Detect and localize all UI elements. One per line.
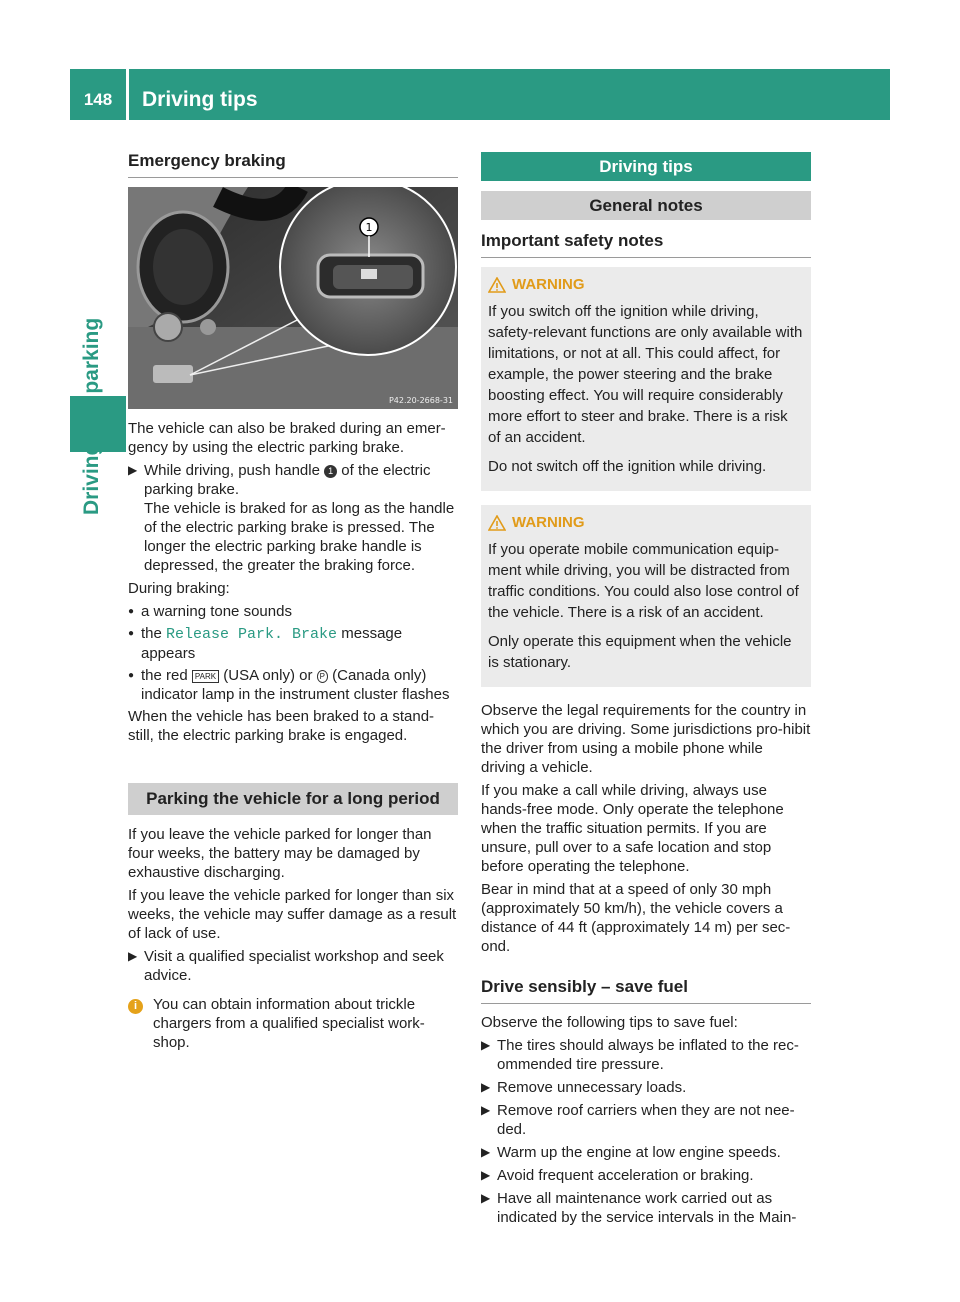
list-item	[128, 666, 458, 704]
step-result: The vehicle is braked for as long as the handle of the electric parking brake is pressed. The longer the electric parking brake handle is depressed, the greater the braking force.	[144, 500, 455, 574]
tip-text: Remove roof carriers when they are not nee-ded.	[497, 1102, 795, 1138]
warning-text: If you operate mobile communication equip-ment while driving, you will be distracted from traffic conditions. You could also lose control of the vehicle. There is a risk of an accident.	[488, 541, 799, 621]
list-item	[481, 1036, 811, 1074]
bullet-text	[141, 666, 458, 704]
bullet-text-a: the	[141, 625, 162, 642]
step-content	[144, 461, 458, 575]
bullet-text-c: (Canada only) indicator lamp in the instrument cluster flashes	[141, 667, 450, 703]
step-arrow-icon: ▶	[128, 463, 138, 477]
step-arrow-icon: ▶	[481, 1038, 491, 1052]
title-rule	[481, 1003, 811, 1004]
parking-brake-illustration	[128, 187, 458, 409]
body-paragraph: Observe the legal requirements for the country in which you are driving. Some jurisdictions pro-hibit the driver from using a mobile phone while driving a vehicle.	[481, 702, 811, 776]
chapter-sidebar	[70, 120, 126, 1302]
fuel-intro: Observe the following tips to save fuel:	[481, 1014, 738, 1031]
body-paragraph: If you make a call while driving, always use hands-free mode. Only operate the telephone when the traffic situation permits. If you are unsure, pull over to a safe location and stop before operating the telephone.	[481, 782, 784, 875]
warning-label: WARNING	[512, 276, 585, 293]
warning-box-mobile	[481, 505, 811, 687]
list-item	[481, 1166, 811, 1185]
info-icon-wrap	[128, 995, 153, 1052]
left-column	[128, 150, 458, 1062]
page-header	[70, 69, 890, 120]
bullet-text: a warning tone sounds	[141, 603, 292, 620]
bullet-icon: ●	[128, 670, 135, 681]
warning-box-ignition	[481, 267, 811, 491]
info-icon: i	[128, 999, 143, 1014]
figure-callout: 1	[365, 221, 373, 234]
bullet-icon: ●	[128, 606, 135, 617]
step-text-cont: of the electric parking brake.	[144, 462, 431, 498]
right-column	[481, 152, 811, 1231]
parking-p1: If you leave the vehicle parked for longer than four weeks, the battery may be damaged by exhaustive discharging.	[128, 826, 432, 881]
safety-notes-title: Important safety notes	[481, 231, 664, 250]
fuel-title: Drive sensibly – save fuel	[481, 977, 688, 996]
parking-p2: If you leave the vehicle parked for longer than six weeks, the vehicle may suffer damage as a result of lack of use.	[128, 887, 457, 942]
tip-text: Have all maintenance work carried out as indicated by the service intervals in the Main-	[497, 1190, 797, 1226]
parking-section-bar: Parking the vehicle for a long period	[128, 783, 458, 815]
warning-text: Do not switch off the ignition while driving.	[488, 458, 767, 475]
warning-triangle-icon	[488, 277, 506, 293]
chapter-marker	[70, 396, 126, 452]
title-rule	[128, 177, 458, 178]
warning-heading	[488, 275, 803, 294]
step-arrow-icon: ▶	[128, 949, 138, 963]
general-notes-bar: General notes	[481, 191, 811, 220]
step-text: While driving, push handle	[144, 462, 320, 479]
page-number: 148	[83, 90, 113, 109]
step-arrow-icon: ▶	[481, 1080, 491, 1094]
bullet-icon: ●	[128, 628, 135, 639]
body-paragraph: Bear in mind that at a speed of only 30 mph (approximately 50 km/h), the vehicle covers a distance of 44 ft (approximately 14 m) per sec-ond.	[481, 881, 791, 955]
tip-text: The tires should always be inflated to the rec-ommended tire pressure.	[497, 1037, 799, 1073]
list-item	[128, 602, 458, 621]
tip-text: Remove unnecessary loads.	[497, 1079, 687, 1096]
tip-text: Warm up the engine at low engine speeds.	[497, 1144, 781, 1161]
warning-label: WARNING	[512, 514, 585, 531]
emergency-step	[128, 461, 458, 575]
callout-1-icon: 1	[324, 465, 337, 478]
driving-tips-bar: Driving tips	[481, 152, 811, 181]
list-item	[481, 1189, 811, 1227]
list-item	[481, 1101, 811, 1139]
parking-step	[128, 947, 458, 985]
bullet-text-b: (USA only) or	[223, 667, 313, 684]
tip-text: Avoid frequent acceleration or braking.	[497, 1167, 754, 1184]
bullet-text-a: the red	[141, 667, 188, 684]
bullet-text	[141, 624, 458, 663]
list-item	[128, 624, 458, 663]
list-item	[481, 1143, 811, 1162]
info-text: You can obtain information about trickle chargers from a qualified specialist work-shop.	[153, 996, 425, 1051]
bullet-text-b: message appears	[141, 625, 403, 662]
warning-text: If you switch off the ignition while driving, safety-relevant functions are only available with limitations, or not at all. This could affect, for example, the power steering and the brake boosting effect. You will require considerably more effort to steer and brake. There is a risk of an accident.	[488, 303, 803, 446]
emergency-intro: The vehicle can also be braked during an emer-gency by using the electric parking brake.	[128, 420, 446, 456]
step-arrow-icon: ▶	[481, 1168, 491, 1182]
header-title: Driving tips	[142, 88, 258, 111]
warning-heading	[488, 513, 803, 532]
warning-text: Only operate this equipment when the vehicle is stationary.	[488, 633, 792, 671]
info-note	[128, 995, 458, 1052]
emergency-braking-title: Emergency braking	[128, 151, 286, 170]
image-code: P42.20-2668-31	[388, 396, 453, 405]
list-item	[481, 1078, 811, 1097]
parking-brake-figure	[128, 187, 458, 409]
step-arrow-icon: ▶	[481, 1103, 491, 1117]
header-divider	[126, 69, 129, 120]
display-message: Release Park. Brake	[166, 626, 338, 643]
park-lamp-icon: PARK	[192, 670, 219, 683]
emergency-outro: When the vehicle has been braked to a stand-still, the electric parking brake is engaged.	[128, 708, 435, 744]
warning-triangle-icon	[488, 515, 506, 531]
step-arrow-icon: ▶	[481, 1191, 491, 1205]
p-lamp-icon: P	[317, 670, 328, 683]
during-braking: During braking:	[128, 580, 230, 597]
title-rule	[481, 257, 811, 258]
step-text: Visit a qualified specialist workshop and seek advice.	[144, 948, 444, 984]
step-arrow-icon: ▶	[481, 1145, 491, 1159]
